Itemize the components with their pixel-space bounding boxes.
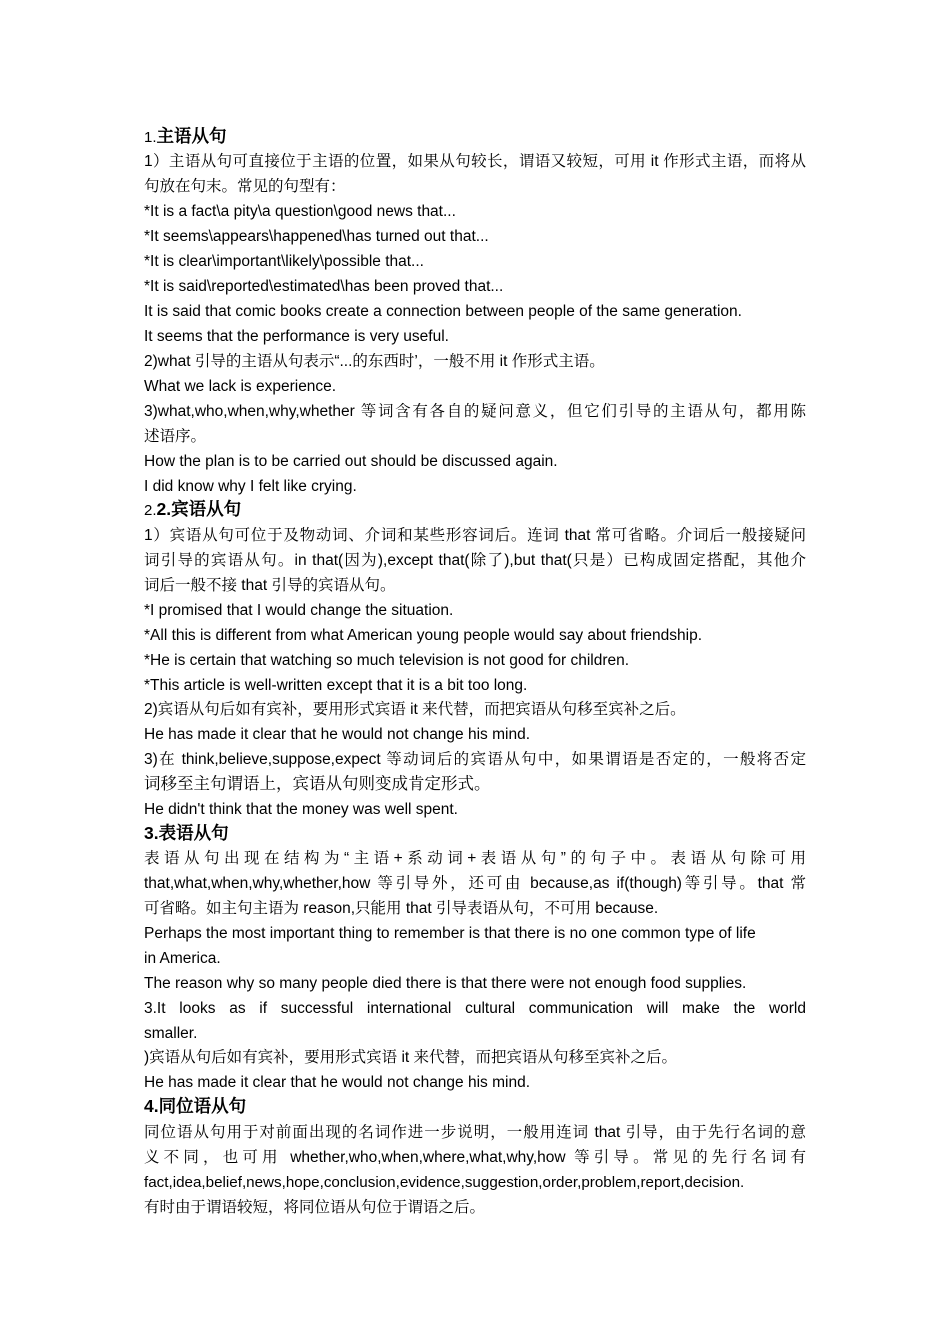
section-1-line: 述语序。 — [144, 428, 207, 445]
section-1-line: 句放在句末。常见的句型有： — [144, 178, 346, 195]
section-3-line: 3.It looks as if successful international cultural communication will make the world — [144, 1000, 806, 1017]
section-4-line: 同位语从句用于对前面出现的名词作进一步说明，一般用连词 that 引导，由于先行名词的意 — [144, 1124, 806, 1141]
section-2-line: 2)宾语从句后如有宾补，要用形式宾语 it 来代替，而把宾语从句移至宾补之后。 — [144, 701, 686, 718]
section-3-heading: 3.表语从句 — [144, 823, 229, 843]
section-1-line: *It is clear\important\likely\possible that... — [144, 253, 424, 270]
section-2-line: *This article is well-written except that it is a bit too long. — [144, 677, 528, 694]
section-3-line: )宾语从句后如有宾补，要用形式宾语 it 来代替，而把宾语从句移至宾补之后。 — [144, 1049, 678, 1066]
section-1-line: 3)what,who,when,why,whether 等词含有各自的疑问意义，但它们引导的主语从句，都用陈 — [144, 403, 806, 420]
section-2-line: *He is certain that watching so much television is not good for children. — [144, 652, 630, 669]
section-3-line: that,what,when,why,whether,how 等引导外，还可由 because,as if(though)等引导。that 常 — [144, 875, 806, 892]
section-1-line: It is said that comic books create a connection between people of the same generation. — [144, 303, 742, 320]
section-2-line: He has made it clear that he would not change his mind. — [144, 726, 531, 743]
section-1-line: I did know why I felt like crying. — [144, 478, 357, 495]
section-2-line: He didn't think that the money was well spent. — [144, 801, 458, 818]
section-1-line: *It is said\reported\estimated\has been proved that... — [144, 278, 504, 295]
section-2-line: 词后一般不接 that 引导的宾语从句。 — [144, 577, 396, 594]
section-3-line: Perhaps the most important thing to remember is that there is no one common type of life — [144, 925, 756, 942]
section-1-line: What we lack is experience. — [144, 378, 337, 395]
section-2-line: *All this is different from what American young people would say about friendship. — [144, 627, 703, 644]
section-1-line: 1）主语从句可直接位于主语的位置，如果从句较长，谓语又较短，可用 it 作形式主语，而将从 — [144, 153, 806, 170]
section-1-line: 2)what 引导的主语从句表示“...的东西时’，一般不用 it 作形式主语。 — [144, 353, 605, 370]
section-3-line: in America. — [144, 950, 221, 967]
section-1-heading: 1.主语从句 — [144, 126, 227, 146]
section-2-line: 词引导的宾语从句。in that(因为),except that(除了),but that(只是）已构成固定搭配，其他介 — [144, 552, 806, 569]
section-3-line: 表语从句出现在结构为“主语+系动词+表语从句”的句子中。表语从句除可用 — [144, 850, 806, 867]
section-3-line: He has made it clear that he would not change his mind. — [144, 1074, 531, 1091]
section-1-line: How the plan is to be carried out should be discussed again. — [144, 453, 558, 470]
section-2-line: 1）宾语从句可位于及物动词、介词和某些形容词后。连词 that 常可省略。介词后一般接疑问 — [144, 527, 806, 544]
section-3-line: 可省略。如主句主语为 reason,只能用 that 引导表语从句，不可用 because. — [144, 900, 659, 917]
section-1-line: *It seems\appears\happened\has turned out that... — [144, 228, 489, 245]
section-2-line: *I promised that I would change the situation. — [144, 602, 454, 619]
section-1-line: It seems that the performance is very useful. — [144, 328, 449, 345]
section-4-heading: 4.同位语从句 — [144, 1096, 247, 1116]
section-2-line: 3)在 think,believe,suppose,expect 等动词后的宾语从句中，如果谓语是否定的，一般将否定 — [144, 751, 806, 768]
section-2-line: 词移至主句谓语上，宾语从句则变成肯定形式。 — [144, 775, 491, 793]
section-4-line: 有时由于谓语较短，将同位语从句位于谓语之后。 — [144, 1199, 486, 1216]
section-3-line: smaller. — [144, 1025, 198, 1042]
section-2-heading: 2.2.宾语从句 — [144, 499, 242, 519]
section-3-line: The reason why so many people died there is that there were not enough food supplies. — [144, 975, 747, 992]
section-4-line: fact,idea,belief,news,hope,conclusion,evidence,suggestion,order,problem,report,decision. — [144, 1174, 745, 1191]
section-4-line: 义不同，也可用 whether,who,when,where,what,why,how 等引导。常见的先行名词有 — [144, 1149, 806, 1166]
section-1-line: *It is a fact\a pity\a question\good news that... — [144, 203, 456, 220]
